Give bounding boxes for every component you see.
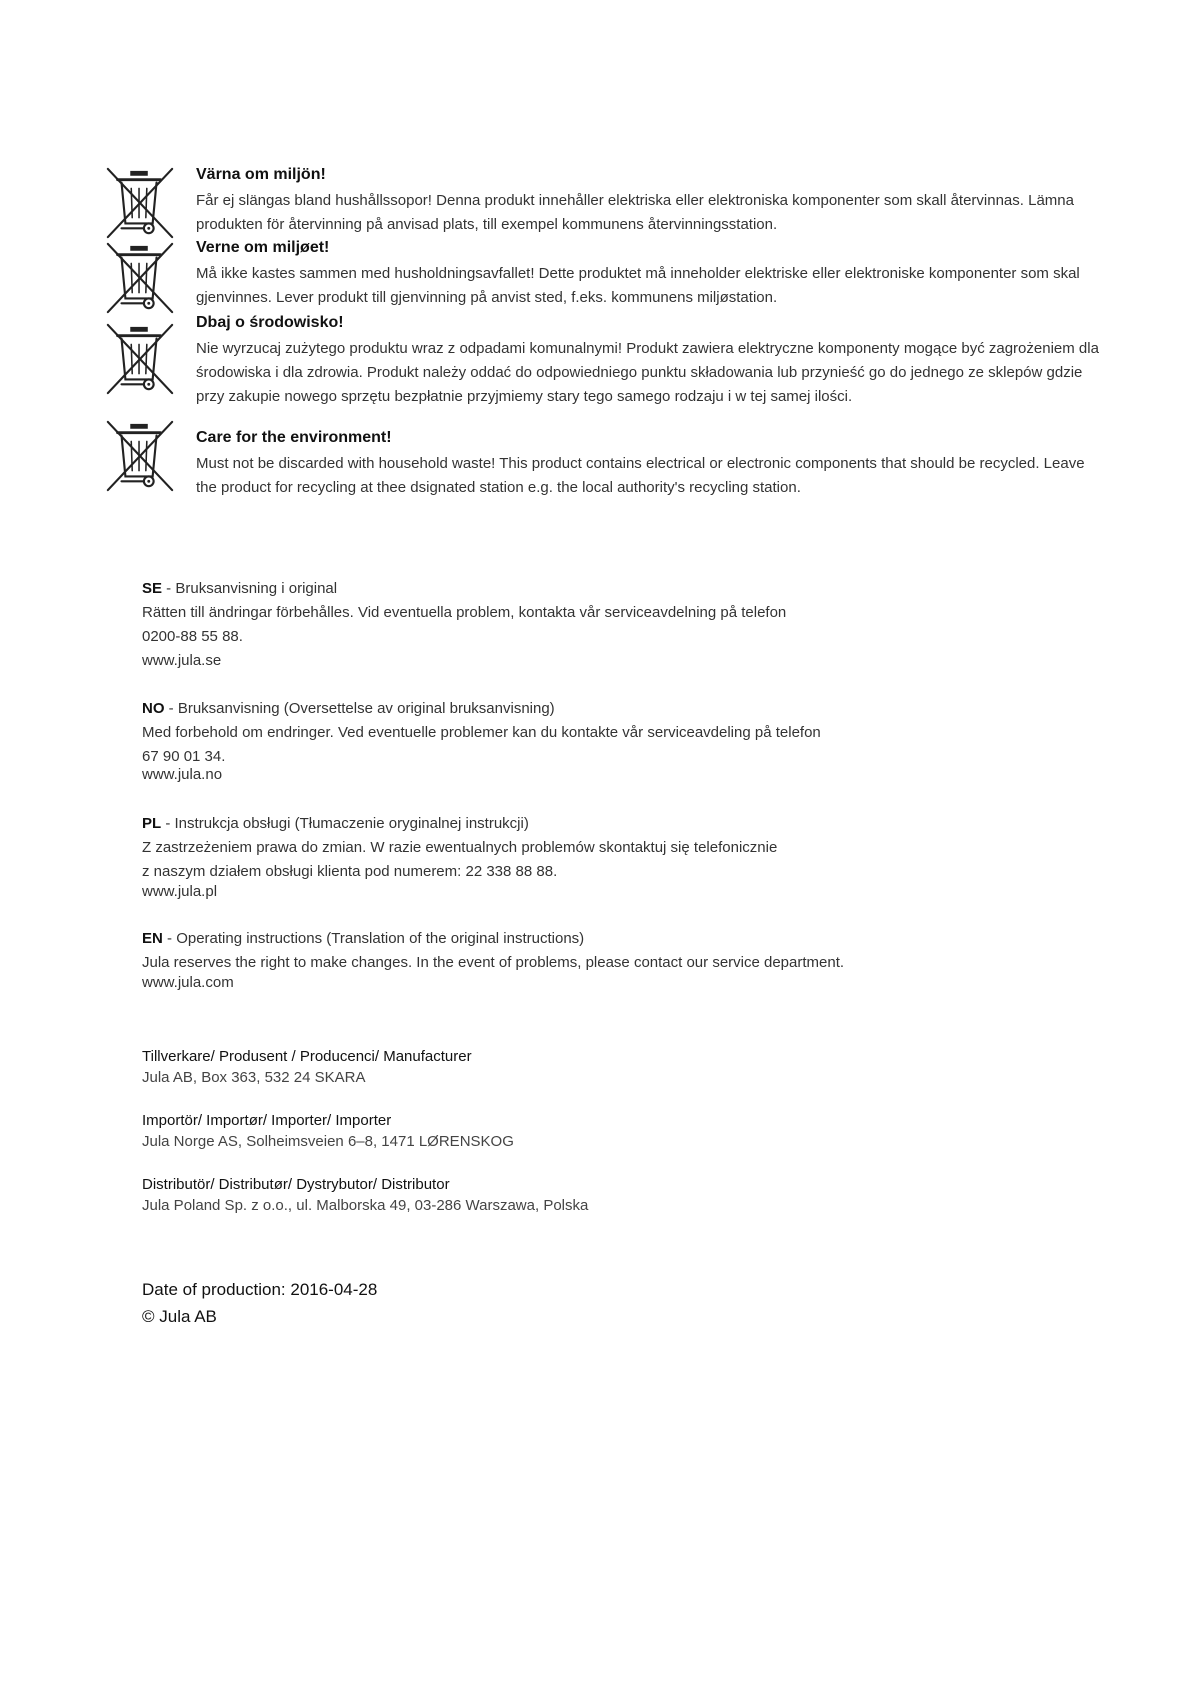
weee-crossed-bin-icon bbox=[104, 166, 176, 240]
company-address: Jula Norge AS, Solheimsveien 6–8, 1471 LØRENSKOG bbox=[142, 1133, 514, 1150]
weee-title-en: Care for the environment! bbox=[196, 429, 392, 446]
production-date: Date of production: 2016-04-28 bbox=[142, 1280, 378, 1299]
lang-line: 67 90 01 34. bbox=[142, 748, 226, 765]
company-role: Tillverkare/ Produsent / Producenci/ Manufacturer bbox=[142, 1048, 472, 1065]
lang-heading: Bruksanvisning (Oversettelse av original bruksanvisning) bbox=[177, 700, 555, 717]
weee-block-se bbox=[104, 164, 1104, 237]
language-section-se: SE - Bruksanvisning i original Rätten till ändringar förbehålles. Vid eventuella problem, kontakta vår serviceavdelning på telefon 0200-88 55 88. www.jula.se bbox=[142, 577, 1042, 673]
lang-heading: Bruksanvisning i original bbox=[175, 580, 338, 597]
weee-text-en: Must not be discarded with household waste! This product contains electrical or electronic components that should be recycled. Leave the product for recycling at thee dsignated station e.g. the local authority's recycling station. bbox=[196, 455, 1085, 496]
copyright: © Jula AB bbox=[142, 1307, 217, 1326]
lang-heading: Operating instructions (Translation of the original instructions) bbox=[176, 930, 585, 947]
company-importer bbox=[142, 1110, 1042, 1152]
weee-title-pl: Dbaj o środowisko! bbox=[196, 314, 344, 331]
lang-url[interactable]: www.jula.com bbox=[142, 974, 234, 991]
lang-line: 0200-88 55 88. bbox=[142, 628, 243, 645]
company-role: Distributör/ Distributør/ Dystrybutor/ Distributor bbox=[142, 1176, 450, 1193]
company-role: Importör/ Importør/ Importer/ Importer bbox=[142, 1112, 392, 1129]
lang-line: Z zastrzeżeniem prawa do zmian. W razie ewentualnych problemów skontaktuj się telefonicznie bbox=[142, 839, 778, 856]
weee-text-se: Får ej slängas bland hushållssopor! Denna produkt innehåller elektriska eller elektroniska komponenter som skall återvinnas. Lämna produkten för återvinning på anvisad plats, till exempel kommunens återvinningsstation. bbox=[196, 192, 1074, 233]
weee-title-no: Verne om miljøet! bbox=[196, 239, 330, 256]
lang-url[interactable]: www.jula.no bbox=[142, 766, 223, 783]
lang-url[interactable]: www.jula.se bbox=[142, 652, 222, 669]
weee-block-pl bbox=[104, 312, 1104, 409]
weee-crossed-bin-icon bbox=[104, 241, 176, 315]
weee-block-no bbox=[104, 237, 1104, 310]
language-section-no: NO - Bruksanvisning (Oversettelse av original bruksanvisning) Med forbehold om endringer. Ved eventuelle problemer kan du kontakte vår serviceavdeling på telefon 67 90 01 34. www.jula.no bbox=[142, 697, 1042, 787]
weee-title-se: Värna om miljön! bbox=[196, 166, 326, 183]
company-address: Jula AB, Box 363, 532 24 SKARA bbox=[142, 1069, 366, 1086]
language-section-pl: PL - Instrukcja obsługi (Tłumaczenie oryginalnej instrukcji) Z zastrzeżeniem prawa do zmian. W razie ewentualnych problemów skontaktuj się telefonicznie z naszym działem obsługi klienta pod numerem: 22 338 88 88. www.jula.pl bbox=[142, 812, 1042, 904]
weee-block-en bbox=[104, 427, 1104, 500]
lang-line: Rätten till ändringar förbehålles. Vid eventuella problem, kontakta vår serviceavdelning på telefon bbox=[142, 604, 787, 621]
lang-code: SE bbox=[142, 580, 163, 597]
lang-code: NO bbox=[142, 700, 165, 717]
weee-crossed-bin-icon bbox=[104, 322, 176, 396]
weee-notice-section bbox=[104, 158, 1104, 500]
lang-line: Jula reserves the right to make changes. In the event of problems, please contact our service department. bbox=[142, 954, 845, 971]
company-address: Jula Poland Sp. z o.o., ul. Malborska 49, 03-286 Warszawa, Polska bbox=[142, 1197, 589, 1214]
lang-line: z naszym działem obsługi klienta pod numerem: 22 338 88 88. bbox=[142, 863, 558, 880]
weee-crossed-bin-icon bbox=[104, 419, 176, 493]
language-section-en: EN - Operating instructions (Translation of the original instructions) Jula reserves the right to make changes. In the event of problems, please contact our service department. www.jula.com bbox=[142, 927, 1042, 995]
footer bbox=[142, 1276, 377, 1330]
company-distributor bbox=[142, 1174, 1042, 1216]
lang-code: PL bbox=[142, 815, 162, 832]
lang-code: EN bbox=[142, 930, 163, 947]
lang-heading: Instrukcja obsługi (Tłumaczenie oryginalnej instrukcji) bbox=[174, 815, 529, 832]
lang-url[interactable]: www.jula.pl bbox=[142, 883, 218, 900]
weee-text-no: Må ikke kastes sammen med husholdningsavfallet! Dette produktet må inneholder elektriske eller elektroniske komponenter som skal gjenvinnes. Lever produkt till gjenvinning på anvist sted, f.eks. kommunens miljøstation. bbox=[196, 265, 1080, 306]
company-manufacturer bbox=[142, 1046, 1042, 1088]
lang-line: Med forbehold om endringer. Ved eventuelle problemer kan du kontakte vår serviceavdeling på telefon bbox=[142, 724, 821, 741]
weee-text-pl: Nie wyrzucaj zużytego produktu wraz z odpadami komunalnymi! Produkt zawiera elektryczne komponenty mogące być zagrożeniem dla środowiska i dla zdrowia. Produkt należy oddać do odpowiedniego punktu składowania lub przynieść go do jednego ze sklepów gdzie przy zakupie nowego sprzętu bezpłatnie przyjmiemy stary tego samego rodzaju i w tej samej ilości. bbox=[196, 340, 1099, 405]
